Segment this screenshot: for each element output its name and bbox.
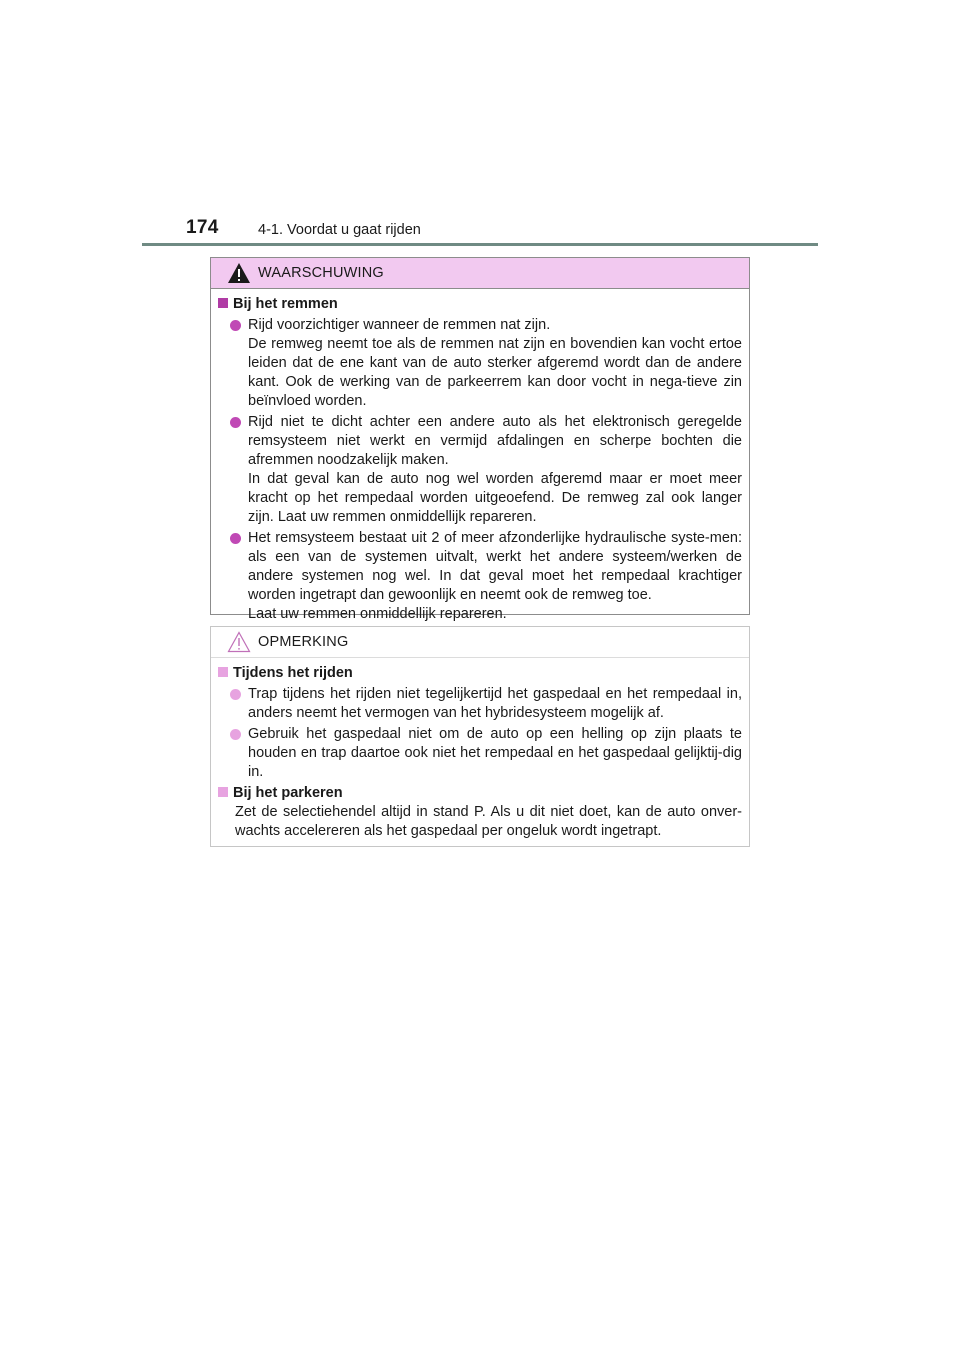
list-item: [230, 685, 742, 723]
topic-heading: [218, 295, 742, 314]
paragraph: Zet de selectiehendel altijd in stand P. Als u dit niet doet, kan de auto onver-wachts accelereren als het gaspedaal per ongeluk wordt ingetrapt.: [235, 804, 742, 839]
list-item-text: [248, 413, 742, 527]
square-bullet-icon: [218, 787, 228, 797]
notice-box-header: [211, 627, 749, 658]
list-item-line: In dat geval kan de auto nog wel worden afgeremd maar er moet meer kracht op het rempedaal worden uitgeoefend. De remweg zal ook langer zijn. Laat uw remmen onmiddellijk repareren.: [248, 471, 742, 525]
topic-title: Bij het parkeren: [233, 785, 343, 801]
bullet-dot-icon: [230, 320, 241, 331]
list-item-line: De remweg neemt toe als de remmen nat zijn en bovendien kan vocht ertoe leiden dat de ene kant van de auto sterker afgeremd wordt dan de andere kant. Ook de werking van de parkeerrem kan door vocht in nega-tieve zin beïnvloed worden.: [248, 336, 742, 409]
warning-box: [210, 257, 750, 622]
list-item-line: Rijd niet te dicht achter een andere auto als het elektronisch geregelde remsysteem niet werkt en vermijd afdalingen en scherpe bochten die afremmen noodzakelijk maken.: [248, 414, 742, 468]
topic-heading: [218, 784, 742, 803]
warning-triangle-outline-icon: [227, 631, 251, 653]
list-item-text: [248, 529, 742, 624]
list-item-text: [248, 316, 742, 411]
list-item-line: Laat uw remmen onmiddellijk repareren.: [248, 606, 507, 622]
topic-heading: [218, 664, 742, 683]
bullet-dot-icon: [230, 417, 241, 428]
notice-box-title: OPMERKING: [258, 634, 349, 650]
square-bullet-icon: [218, 667, 228, 677]
bullet-dot-icon: [230, 533, 241, 544]
square-bullet-icon: [218, 298, 228, 308]
warning-box-header: [211, 258, 749, 289]
notice-box: [210, 626, 750, 847]
warning-box-title: WAARSCHUWING: [258, 265, 384, 281]
warning-triangle-filled-icon: [227, 262, 251, 284]
list-item-line: Rijd voorzichtiger wanneer de remmen nat zijn.: [248, 317, 551, 333]
notice-box-body: [211, 658, 749, 841]
header-rule: [142, 243, 818, 246]
topic-title: Bij het remmen: [233, 296, 338, 312]
section-title: 4-1. Voordat u gaat rijden: [258, 222, 421, 238]
topic-title: Tijdens het rijden: [233, 665, 353, 681]
bullet-dot-icon: [230, 729, 241, 740]
list-item: [230, 529, 742, 624]
list-item-line: Het remsysteem bestaat uit 2 of meer afzonderlijke hydraulische syste-men: als een van de systemen uitvalt, werkt het andere systeem/werken de andere systemen nog wel. In dat geval moet het rempedaal krachtiger worden ingetrapt dan gewoonlijk en neemt ook de remweg toe.: [248, 530, 742, 603]
warning-box-body: [211, 289, 749, 624]
list-item: [230, 316, 742, 411]
bullet-dot-icon: [230, 689, 241, 700]
list-item-text: Gebruik het gaspedaal niet om de auto op een helling op zijn plaats te houden en trap daartoe ook niet het rempedaal en het gaspedaal gelijktij-dig in.: [248, 726, 742, 780]
list-item: [230, 725, 742, 782]
page-number: 174: [186, 217, 219, 238]
list-item: [230, 413, 742, 527]
list-item-text: Trap tijdens het rijden niet tegelijkertijd het gaspedaal en het rempedaal in, anders neemt het vermogen van het hybridesysteem mogelijk af.: [248, 686, 742, 721]
